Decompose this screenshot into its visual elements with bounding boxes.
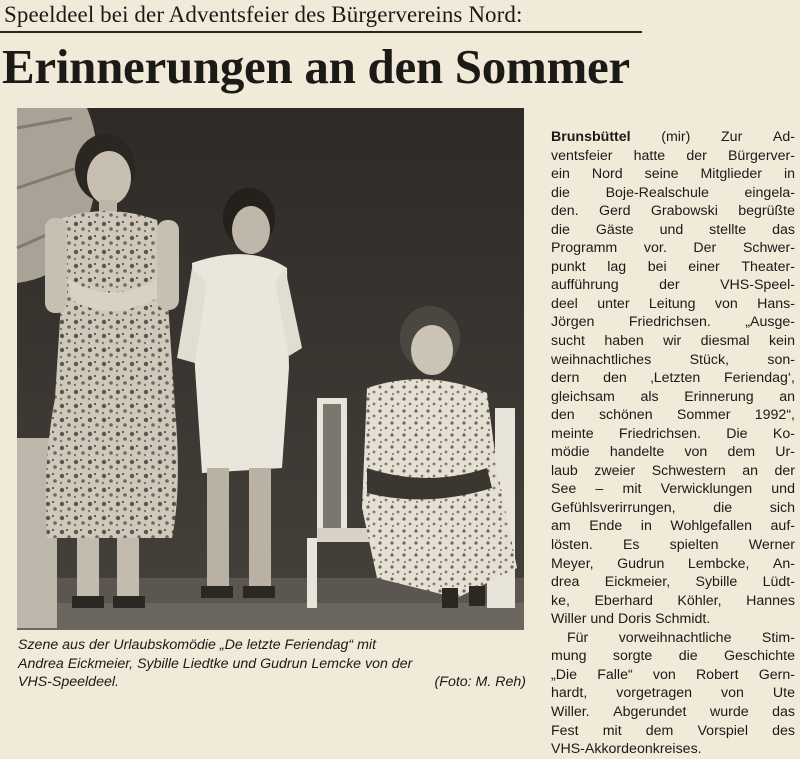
word: mit xyxy=(602,722,622,739)
word: Verwicklungen xyxy=(660,481,753,498)
word: Feriendag‘, xyxy=(723,370,795,387)
word: Meyer, xyxy=(551,555,594,572)
word: unter xyxy=(597,295,630,312)
kicker-line: Speeldeel bei der Adventsfeier des Bürgervereins Nord: xyxy=(4,2,523,27)
article-line xyxy=(551,480,795,499)
word: mit xyxy=(622,481,642,498)
word: bei xyxy=(647,258,667,275)
word: meinte xyxy=(551,425,594,442)
word: das xyxy=(772,703,795,720)
word: Eickmeier, xyxy=(604,574,671,591)
word: Fest xyxy=(551,722,579,739)
word: sucht xyxy=(551,333,585,350)
word: sich xyxy=(769,499,795,516)
article-line xyxy=(551,351,795,370)
word: vorgetragen xyxy=(616,685,693,702)
kicker-underline xyxy=(0,31,642,33)
word: Grabowski xyxy=(650,203,718,220)
article-line xyxy=(551,202,795,221)
word: haben xyxy=(604,333,644,350)
article-line xyxy=(551,647,795,666)
word: Hannes xyxy=(746,592,795,609)
word: 1992“, xyxy=(754,407,795,424)
word: Der xyxy=(693,240,717,257)
word: gleichsam xyxy=(551,388,615,405)
word: begrüßte xyxy=(738,203,795,220)
word: Sommer xyxy=(676,407,731,424)
word: Schwer- xyxy=(742,240,795,257)
word: Gäste xyxy=(595,221,634,238)
word: auf- xyxy=(770,518,795,535)
word: an xyxy=(742,462,759,479)
word: einer xyxy=(688,258,720,275)
word: Für xyxy=(567,629,589,646)
word: Ute xyxy=(772,685,795,702)
word: An- xyxy=(772,555,795,572)
word: ‚Letzten xyxy=(650,370,701,387)
word: lag xyxy=(607,258,627,275)
word: Boje-Realschule xyxy=(605,184,709,201)
article-line xyxy=(551,592,795,611)
article-body xyxy=(551,128,795,759)
word: – xyxy=(595,481,604,498)
word: Werner xyxy=(748,537,795,554)
word: ventsfeier xyxy=(551,147,613,164)
article-line xyxy=(551,369,795,388)
word: Gern- xyxy=(758,666,795,683)
word: vorweihnachtliche xyxy=(618,629,732,646)
word: Hans- xyxy=(757,295,795,312)
word: Die xyxy=(726,425,748,442)
word: als xyxy=(640,388,659,405)
word: zweier xyxy=(594,462,636,479)
word: Ko- xyxy=(772,425,795,442)
word: Mitglieder xyxy=(700,166,762,183)
word: seine xyxy=(644,166,679,183)
photo-credit: (Foto: M. Reh) xyxy=(434,674,526,690)
word: Bürgerver- xyxy=(727,147,795,164)
word: wurde xyxy=(709,703,749,720)
word: schönen xyxy=(598,407,653,424)
article-line xyxy=(551,443,795,462)
word: Vorspiel xyxy=(697,722,748,739)
word: punkt xyxy=(551,258,586,275)
word: hardt, xyxy=(551,685,588,702)
word: Erinnerung xyxy=(684,388,754,405)
article-line xyxy=(551,722,795,741)
word: son- xyxy=(767,351,795,368)
article-line xyxy=(551,147,795,166)
word: Robert xyxy=(695,666,739,683)
article-line xyxy=(551,128,795,147)
article-line xyxy=(551,684,795,703)
word: Stim- xyxy=(761,629,795,646)
word: Gerd xyxy=(598,203,631,220)
word: Zur xyxy=(721,129,743,145)
word: der xyxy=(659,277,680,294)
caption-group: VHS-Speeldeel. xyxy=(18,674,119,690)
word: von xyxy=(652,666,676,683)
word: die xyxy=(713,499,733,516)
word: Friedrichsen. xyxy=(628,314,711,331)
word: laub xyxy=(551,462,578,479)
article-line xyxy=(551,629,795,648)
caption-line-3 xyxy=(18,673,526,692)
word: ke, xyxy=(551,592,570,609)
word: Nord xyxy=(591,166,623,183)
word: Es xyxy=(622,537,640,554)
word: Ende xyxy=(589,518,623,535)
word: die xyxy=(678,648,698,665)
word: den xyxy=(551,407,575,424)
word: und xyxy=(659,221,684,238)
article-photo xyxy=(17,108,524,630)
word: Sybille xyxy=(695,574,738,591)
caption-line-2: Andrea Eickmeier, Sybille Liedtke und Gudrun Lemcke von der xyxy=(18,655,413,672)
word: Eberhard xyxy=(594,592,653,609)
headline: Erinnerungen an den Sommer xyxy=(2,39,630,94)
word: Wohlgefallen xyxy=(670,518,753,535)
article-line xyxy=(551,555,795,574)
caption-line-1: Szene aus der Urlaubskomödie „De letzte Feriendag“ mit xyxy=(18,637,377,653)
word: handelte xyxy=(609,444,665,461)
word: den xyxy=(603,370,627,387)
word: spielten xyxy=(669,537,719,554)
word: des xyxy=(772,722,795,739)
word: mung xyxy=(551,648,587,665)
word: Geschichte xyxy=(724,648,795,665)
word: eingela- xyxy=(744,184,795,201)
word: ein xyxy=(551,166,570,183)
dateline: Brunsbüttel xyxy=(551,129,631,145)
word: dern xyxy=(551,370,580,387)
word: Willer. xyxy=(551,703,590,720)
word: „Ausge- xyxy=(745,314,795,331)
word: dem xyxy=(727,444,756,461)
article-line xyxy=(551,406,795,425)
word: von xyxy=(721,685,744,702)
word: weihnachtliches xyxy=(551,351,652,368)
word: Gudrun xyxy=(617,555,665,572)
photo-illustration xyxy=(17,108,524,630)
word: „Die xyxy=(551,666,578,683)
word: Theater- xyxy=(741,258,795,275)
article-line xyxy=(551,221,795,240)
word: sorgte xyxy=(612,648,653,665)
word: Schwestern xyxy=(651,462,726,479)
article-line xyxy=(551,573,795,592)
word: Jörgen xyxy=(551,314,595,331)
word: Köhler, xyxy=(677,592,722,609)
article-line xyxy=(551,239,795,258)
word: den. xyxy=(551,203,579,220)
article-line xyxy=(551,462,795,481)
word: lösten. xyxy=(551,537,593,554)
word: Lembcke, xyxy=(687,555,750,572)
word: Lüdt- xyxy=(762,574,795,591)
word: von xyxy=(684,444,708,461)
article-line xyxy=(551,313,795,332)
article-line xyxy=(551,536,795,555)
word: in xyxy=(783,166,795,183)
word: von xyxy=(714,295,738,312)
article-line xyxy=(551,184,795,203)
word: Leitung xyxy=(648,295,696,312)
word: dem xyxy=(645,722,674,739)
word: an xyxy=(779,388,795,405)
word: Abgerundet xyxy=(613,703,687,720)
word: (mir) xyxy=(661,129,691,145)
article-line xyxy=(551,499,795,518)
word: Programm xyxy=(551,240,618,257)
word: Stück, xyxy=(689,351,729,368)
word: deel xyxy=(551,295,578,312)
article-line xyxy=(551,258,795,277)
article-line xyxy=(551,388,795,407)
word: VHS-Speel- xyxy=(720,277,795,294)
word: stellte xyxy=(709,221,747,238)
word: diesmal xyxy=(700,333,750,350)
word: der xyxy=(686,147,707,164)
word: der xyxy=(774,462,795,479)
article-line xyxy=(551,276,795,295)
article-line xyxy=(551,165,795,184)
word: Gefühlsverirrungen, xyxy=(551,499,676,516)
word: kein xyxy=(768,333,795,350)
word: Friedrichsen. xyxy=(618,425,701,442)
photo-caption xyxy=(18,636,526,692)
word: das xyxy=(772,221,795,238)
word: in xyxy=(640,518,652,535)
word: und xyxy=(771,481,795,498)
article-line xyxy=(551,425,795,444)
word: drea xyxy=(551,574,580,591)
word: vor. xyxy=(643,240,667,257)
word: Ad- xyxy=(772,129,795,145)
word: wir xyxy=(663,333,682,350)
word: am xyxy=(551,518,571,535)
article-line xyxy=(551,332,795,351)
word: Falle“ xyxy=(597,666,633,683)
article-line xyxy=(551,517,795,536)
word: mödie xyxy=(551,444,590,461)
article-line: Willer und Doris Schmidt. xyxy=(551,611,711,628)
article-line xyxy=(551,295,795,314)
article-line xyxy=(551,666,795,685)
word: die xyxy=(551,184,570,201)
word: die xyxy=(551,221,570,238)
article-line: VHS-Akkordeonkreises. xyxy=(551,741,702,758)
word: Ur- xyxy=(775,444,795,461)
word: See xyxy=(551,481,577,498)
word: aufführung xyxy=(551,277,619,294)
article-line xyxy=(551,703,795,722)
word: hatte xyxy=(633,147,666,164)
